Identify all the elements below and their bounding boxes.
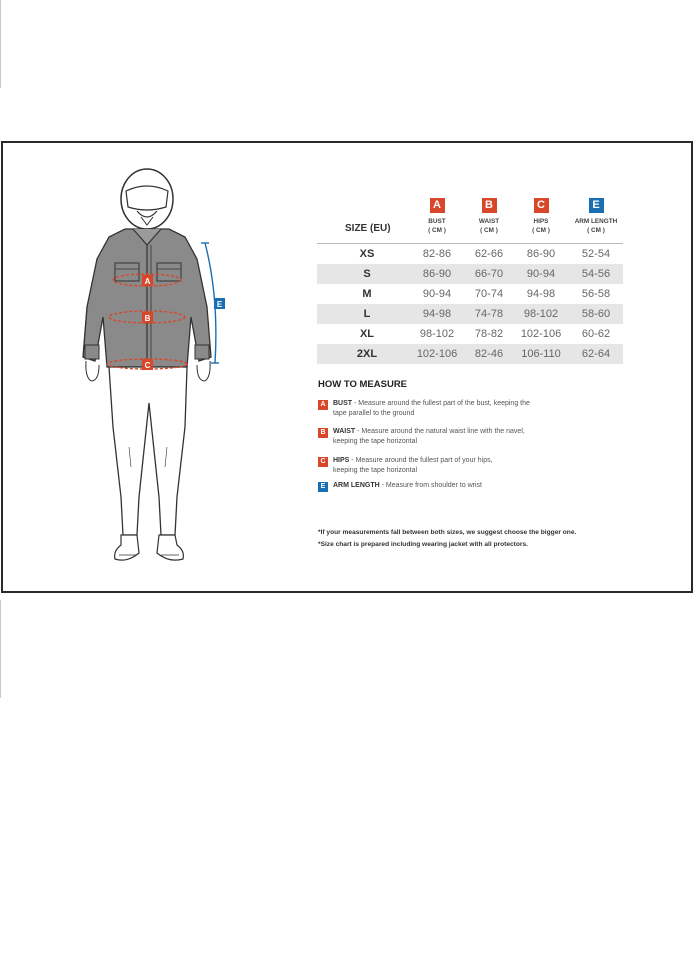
arm-length-instruction-name: ARM LENGTH (333, 482, 380, 489)
waist-instruction-name: WAIST (333, 428, 356, 435)
size-chart-card (1, 141, 693, 593)
table-row (317, 344, 623, 364)
hips-column-label: HIPS (533, 218, 549, 225)
hips-cell: 86-90 (526, 248, 556, 260)
page-edge-mark-bottom (0, 600, 1, 698)
waist-cell: 82-46 (474, 348, 504, 360)
arm-length-cell: 56-58 (581, 288, 611, 300)
hips-cell: 90-94 (526, 268, 556, 280)
helmet-illustration (121, 169, 173, 229)
table-row (317, 304, 623, 324)
waist-instruction-badge: B (318, 428, 328, 438)
pants-illustration (109, 367, 187, 535)
bust-cell: 86-90 (422, 268, 452, 280)
size-advice-note: *If your measurements fall between both sizes, we suggest choose the bigger one. (318, 529, 577, 536)
table-row (317, 284, 623, 304)
arm-length-cell: 60-62 (581, 328, 611, 340)
waist-cell: 78-82 (474, 328, 504, 340)
hips-instruction (318, 456, 558, 475)
hips-instruction-text-2: keeping the tape horizontal (333, 466, 418, 474)
waist-instruction-text: - Measure around the natural waist line with the navel, (355, 428, 525, 435)
table-row (317, 264, 623, 284)
bust-cell: 98-102 (419, 328, 455, 340)
bust-instruction-badge: A (318, 400, 328, 410)
bust-instruction-name: BUST (333, 400, 353, 407)
hips-cell: 98-102 (523, 308, 559, 320)
marker-e: E (216, 300, 223, 309)
hips-cell: 102-106 (520, 328, 562, 340)
size-cell: 2XL (356, 348, 378, 360)
waist-cell: 70-74 (474, 288, 504, 300)
hips-column-header (513, 195, 569, 235)
waist-instruction (318, 427, 558, 446)
arm-length-letter-badge: E (589, 198, 604, 213)
bust-instruction-text-2: tape parallel to the ground (333, 409, 415, 417)
bust-cell: 90-94 (422, 288, 452, 300)
how-to-measure-heading: HOW TO MEASURE (318, 379, 408, 390)
waist-column-header (461, 195, 517, 235)
waist-column-unit: ( CM ) (480, 227, 498, 234)
table-row (317, 244, 623, 264)
waist-cell: 62-66 (474, 248, 504, 260)
arm-length-cell: 54-56 (581, 268, 611, 280)
jacket-illustration (83, 229, 211, 367)
hips-letter-badge: C (534, 198, 549, 213)
hips-column-unit: ( CM ) (532, 227, 550, 234)
waist-cell: 66-70 (474, 268, 504, 280)
figure-illustration (81, 167, 241, 577)
bust-column-unit: ( CM ) (428, 227, 446, 234)
bust-letter-badge: A (430, 198, 445, 213)
bust-cell: 102-106 (416, 348, 458, 360)
hips-instruction-text: - Measure around the fullest part of your hips, (349, 457, 493, 464)
arm-length-instruction-text: - Measure from shoulder to wrist (379, 482, 482, 489)
bust-column-label: BUST (428, 218, 446, 225)
marker-c: C (144, 361, 151, 370)
hips-instruction-name: HIPS (333, 457, 350, 464)
arm-length-column-header (568, 195, 624, 235)
arm-length-instruction (318, 481, 558, 491)
hips-instruction-badge: C (318, 457, 328, 467)
arm-length-cell: 52-54 (581, 248, 611, 260)
arm-length-cell: 58-60 (581, 308, 611, 320)
marker-b: B (144, 314, 151, 323)
waist-cell: 74-78 (474, 308, 504, 320)
protectors-note: *Size chart is prepared including wearing jacket with all protectors. (318, 541, 528, 548)
bust-instruction-text: - Measure around the fullest part of the bust, keeping the (352, 400, 530, 407)
bust-instruction (318, 399, 558, 418)
bust-cell: 82-86 (422, 248, 452, 260)
size-table-header (317, 191, 623, 243)
measurement-figure (81, 167, 241, 577)
size-cell: XS (359, 248, 375, 260)
page-edge-mark-top (0, 0, 1, 88)
arm-length-instruction-badge: E (318, 482, 328, 492)
bust-cell: 94-98 (422, 308, 452, 320)
size-column-header: SIZE (EU) (345, 223, 391, 234)
arm-length-column-unit: ( CM ) (587, 227, 605, 234)
size-cell: XL (359, 328, 375, 340)
arm-length-column-label: ARM LENGTH (574, 218, 618, 225)
waist-instruction-text-2: keeping the tape horizontal (333, 437, 418, 445)
waist-column-label: WAIST (478, 218, 500, 225)
marker-a: A (144, 277, 151, 286)
size-cell: M (362, 288, 372, 300)
arm-length-cell: 62-64 (581, 348, 611, 360)
bust-column-header (409, 195, 465, 235)
table-row (317, 324, 623, 344)
waist-letter-badge: B (482, 198, 497, 213)
size-cell: L (363, 308, 371, 320)
hips-cell: 106-110 (521, 348, 561, 360)
size-table (317, 191, 623, 364)
hips-cell: 94-98 (526, 288, 556, 300)
size-cell: S (363, 268, 371, 280)
